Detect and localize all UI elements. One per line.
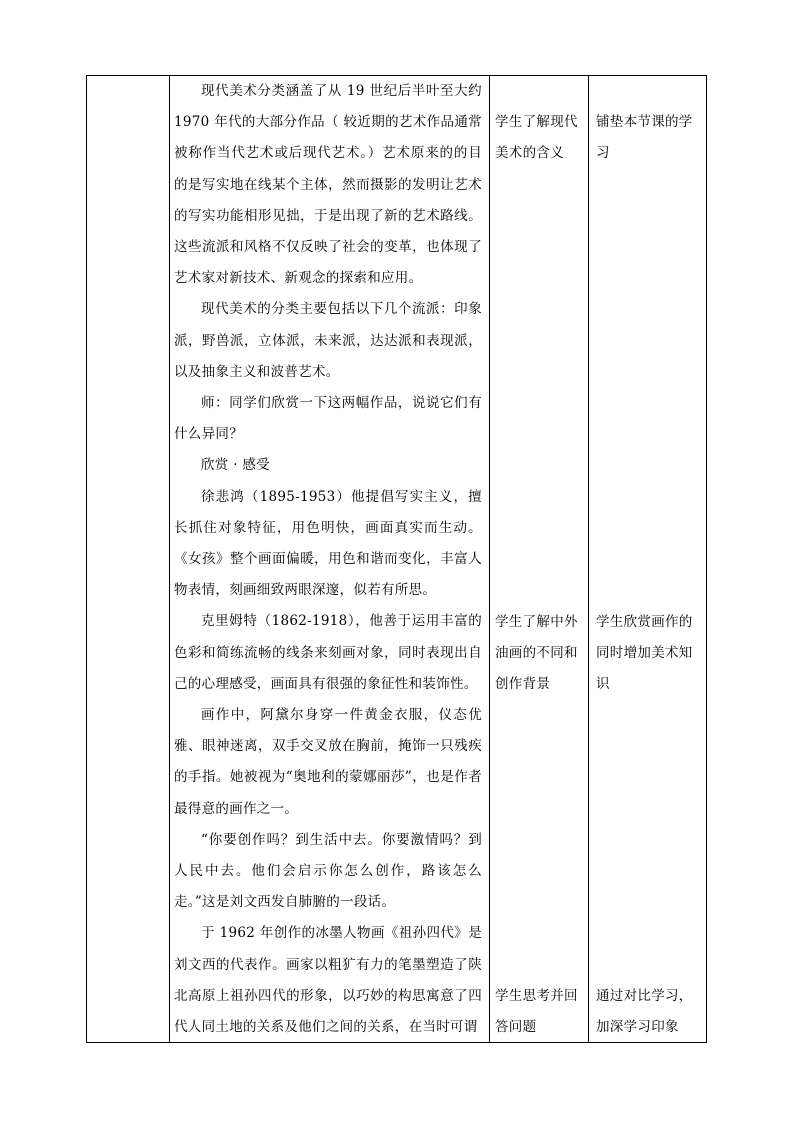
- design-intent-2: 学生欣赏画作的同时增加美术知识: [596, 614, 693, 693]
- paragraph-art-schools: 现代美术的分类主要包括以下几个流派：印象派，野兽派，立体派，未来派，达达派和表现派，以及抽象主义和波普艺术。: [174, 301, 482, 380]
- column-divider: [169, 76, 170, 1042]
- paragraph-modern-art-intro: 现代美术分类涵盖了从 19 世纪后半叶至大约 1970 年代的大部分作品（ 较近期的艺术作品通常被称作当代艺术或后现代艺术。）艺术原来的的目的是写实地在线某个主体，然而摄影的发明让艺术的写实功能相形见拙，于是出现了新的艺术路线。这些流派和风格不仅反映了社会的变革，也体现了艺术家对新技术、新观念的探索和应用。: [174, 83, 482, 287]
- paragraph-klimt: 克里姆特（1862-1918），他善于运用丰富的色彩和简练流畅的线条来刻画对象，同时表现出自己的心理感受，画面具有很强的象征性和装饰性。: [174, 613, 482, 692]
- column-divider: [489, 76, 490, 1042]
- paragraph-four-generations: 于 1962 年创作的冰墨人物画《祖孙四代》是刘文西的代表作。画家以粗犷有力的笔墨塑造了陕北高原上祖孙四代的形象，以巧妙的构思寓意了四代人同土地的关系及他们之间的关系，在当时可谓: [174, 925, 482, 1036]
- paragraph-appreciation-heading: 欣赏 · 感受: [201, 457, 270, 474]
- paragraph-xu-beihong: 徐悲鸿（1895-1953）他提倡写实主义，擅长抓住对象特征，用色明快，画面真实而生动。《女孩》整个画面偏暖，用色和谐而变化，丰富人物表情，刻画细致两眼深邃，似若有所思。: [174, 488, 482, 599]
- student-activity-3: 学生思考并回答问题: [495, 988, 578, 1036]
- paragraph-teacher-question: 师：同学们欣赏一下这两幅作品，说说它们有什么异同？: [174, 395, 482, 443]
- student-activity-2: 学生了解中外油画的不同和创作背景: [495, 614, 578, 693]
- student-activity-1: 学生了解现代美术的含义: [495, 114, 578, 162]
- design-intent-3: 通过对比学习，加深学习印象: [596, 988, 693, 1036]
- column-divider: [588, 76, 589, 1042]
- paragraph-liu-wenxi-quote: “你要创作吗？到生活中去。你要激情吗？到人民中去。他们会启示你怎么创作，路该怎么走。”这是刘文西发自肺腑的一段话。: [174, 831, 482, 911]
- paragraph-adele-painting: 画作中，阿黛尔身穿一件黄金衣服，仪态优雅、眼神迷离，双手交叉放在胸前，掩饰一只残疾的手指。她被视为“奥地利的蒙娜丽莎”，也是作者最得意的画作之一。: [174, 707, 482, 817]
- design-intent-1: 铺垫本节课的学习: [596, 114, 693, 162]
- teaching-process-cell: [174, 76, 482, 1043]
